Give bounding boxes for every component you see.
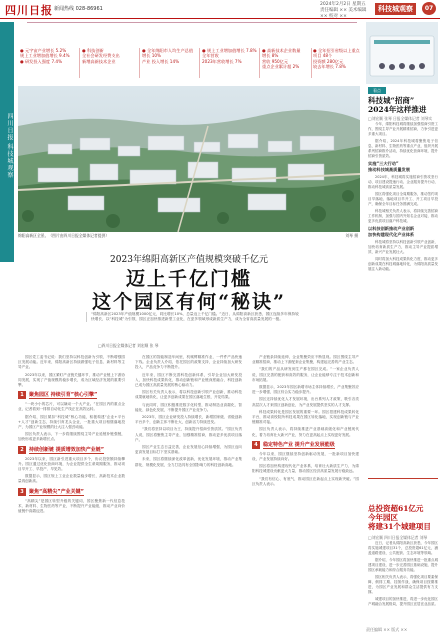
paragraph: 在园区的智能制造车间里，机械臂精准作业，一件件产品快速下线。企业负责人介绍，依托园区的政策支持，企业持续加大研发投入，产品竞争力不断提升。: [135, 355, 242, 370]
sidebar-photo: [366, 22, 438, 84]
sidebar-title-1: 科技城“招商” 2024年这样推进: [368, 96, 427, 114]
paragraph: 数据显示，2023年园区新增市场主体持续增长，产业集聚效应进一步增强，园区综合实力稳步提升。: [252, 385, 359, 395]
stat-box: [20, 48, 82, 80]
sidebar-subheading: 以科技创新推动产业创新 加快构建现代化产业体系: [368, 226, 415, 237]
stat-separator: [311, 48, 312, 78]
stat-line: 2023年营收增长 7%: [202, 58, 242, 64]
paragraph: 同时将加大科技成果转化力度，推动更多创新成果在科技城落地转化，为绵阳高质量发展注入新动能。: [368, 257, 438, 271]
stat-line: ● 元宇宙产业增长 5.2%: [20, 48, 67, 53]
subheading: [18, 488, 125, 496]
page-number: 07: [422, 2, 436, 15]
newspaper-logo: 四川日报: [5, 4, 53, 17]
stat-line: 重点企业累计超 2%: [262, 64, 300, 70]
paragraph: 近日，记者从绵阳高新区获悉，今年园区将实施城建项目31个，总投资超61亿元，涵盖道路建设、公共配套、生态环境等领域。: [368, 541, 438, 555]
header-date: [320, 2, 375, 20]
article-byline: □四川日报全媒体记者 刘宏顺 张 琴: [98, 343, 159, 348]
subheading-title: 聚焦园区 持续引育”核心引擎”: [29, 392, 98, 399]
paragraph: “高精尖”是园区转型升级的关键词，园区聚焦新一代信息技术、新材料、生物医药等产业，不断提升产业能级，推动产业向价值链中高端迈进。: [18, 498, 125, 514]
stat-line: 项目 48个: [313, 53, 333, 59]
paragraph: 园区党工委书记说：我们坚持以科技创新为引领，不断增强园区发展动能。近年来，绵阳高新区持续做强电子信息、新材料等主导产业。: [18, 355, 125, 370]
paragraph: 据介绍，2024年科技城将聚焦电子信息、新材料、生物医药等重点产业，组织开展系列招商推介活动，持续优化营商环境，提升招商引资质效。: [368, 139, 438, 158]
stat-box: [142, 48, 204, 80]
photo-caption: 绵阳高新区全景。（图片由四川日报全媒体记者提供）: [18, 233, 110, 238]
paragraph: 今年，绵阳科技城将继续加强招商引资工作，围绕主导产业开展精准招商，力争引进更多重大项目。: [368, 122, 438, 136]
stat-line: ● 规上工业增加值增长 7.8%: [202, 48, 257, 53]
sidebar-subheading: 实施“三大行动” 推动科技城高质量发展: [368, 161, 410, 172]
stat-line: 产业 投入增长 14%: [142, 58, 180, 64]
paragraph: “一块小小的芯片，可以撬动一个大产业。”在园区内的重点企业，记者看到一排排自动化生产线正在高效运转。: [18, 402, 125, 412]
sidebar-article-1: [368, 122, 438, 498]
paragraph: 2023年，园区企业研发投入持续增长，新增国家级、省级创新平台多个，创新主体不断壮大，创新活力持续迸发。: [135, 415, 242, 425]
paragraph: “我们有信心、有底气，推动园区在新起点上实现新突破。”园区负责人表示。: [252, 476, 359, 486]
paragraph: 园区负责人表示，将持续推进产业基础高级化和产业链现代化，着力培育壮大新兴产业，努力在更高起点上实现更好发展。: [252, 427, 359, 437]
editor-info: 责任编辑 ×× 美术编辑 ×× 校对 ××: [320, 8, 367, 19]
side-strip: 四川日报 科技城观察: [0, 22, 14, 262]
subheading: [18, 446, 125, 454]
sidebar-badge: 看点: [368, 87, 386, 94]
paragraph: “我们将坚持以项目为王，持续提升招商引资质效。”园区负责人说，园区将聚焦主导产业，加强精准招商，推动更多优质项目落户。: [135, 427, 242, 442]
sidebar-divider: [368, 478, 438, 479]
stat-line: ● 全年绵阳市人均生产总值: [142, 48, 194, 53]
stat-line: ● 高新技术企业数量: [262, 48, 301, 53]
stats-divider: [27, 22, 357, 33]
subheading-title: 聚焦“高精尖”产业关键”: [29, 488, 84, 495]
stat-separator: [79, 48, 80, 78]
paragraph: 未来，园区将继续深化改革创新，优化发展环境，推动产业集群化、规模化发展，全力打造具有全国影响力的科技创新高地。: [135, 457, 242, 467]
sidebar-article-2: [368, 541, 438, 625]
stat-line: 增长 10%: [142, 53, 162, 59]
paragraph: 与此同时，园区积极推进数字化转型，推动制造业高端化、智能化、绿色化发展，不断提升园区产业竞争力。: [135, 402, 242, 412]
paragraph: 园区还持续优化人才发展环境，出台系列人才政策，吸引各类高层次人才来园区创新创业，为产业发展提供坚实的人才支撑。: [252, 397, 359, 407]
paragraph: 据介绍，今年园区将加快推进一批重点城建项目建设，进一步完善园区基础设施，提升园区承载能力和综合服务功能。: [368, 558, 438, 572]
paragraph: 数据显示，园区规上工业企业数量稳步增长，高新技术企业数量再创新高。: [18, 474, 125, 484]
issue-date: 2024年2月2日 星期五: [320, 2, 366, 7]
headline-line-2: 这个园区有何“秘诀”: [92, 291, 286, 313]
headline-kicker: 2023年绵阳高新区产值规模突破千亿元: [110, 255, 268, 265]
subheading-number: 2: [18, 446, 26, 454]
paragraph: 园区负责人表示，下一步将继续围绕主导产业延链补链强链，加快形成更多新增长点。: [18, 432, 125, 442]
stat-box: [202, 48, 264, 80]
paragraph: 园区将强化项目全周期服务，推动签约项目早落地、落地项目早开工、开工项目早投产，确保全年目标任务圆满完成。: [368, 192, 438, 206]
stat-line: 规上工业增加值增长 9.4%: [20, 53, 70, 59]
stat-line: 全年营收: [202, 53, 219, 59]
paragraph: 科技成果转化是园区发展的重要一环。园区搭建科技成果转化平台，推动高校院所科技成果在园区转化落地，实现创新链与产业链精准对接。: [252, 409, 359, 425]
photo-credit: 刘琴 摄: [345, 233, 358, 238]
subheading-title: 持续创新链 提质增效加快产业链”: [29, 446, 105, 453]
paragraph: 园区产业生态日益完善，企业发展信心持续增强，为园区迈向更高发展目标打下坚实基础。: [135, 445, 242, 455]
sidebar-title-2: 总投资超61亿元 今年园区 将建31个城建项目: [368, 504, 431, 531]
subheading-number: 4: [252, 441, 260, 449]
stat-box: [262, 48, 310, 80]
article-column-3: [252, 355, 359, 630]
paragraph: 科技城相关负责人表示，将持续完善招商工作机制，加强与国内外知名企业对接，推动更多优质项目落户科技城。: [368, 209, 438, 223]
stat-separator: [139, 48, 140, 78]
paragraph: 近年来，园区不断完善科技创新体系，引导企业加大研发投入，加快科技成果转化，推动创新链和产业链深度融合，科技创新已成为园区高质量发展的核心驱动力。: [135, 372, 242, 388]
stat-line: ● 全年招引省级以上重点: [313, 48, 360, 53]
right-sidebar: [366, 22, 438, 634]
paragraph: 2023年以来，园区紧盯产业链关键环节，推动产业链上下游协同发展，实现了产值规模的稳步增长，成为区域经济发展的重要引擎。: [18, 372, 125, 388]
paragraph: 园区相关负责人表示，将强化项目要素保障，倒排工期、挂图作战，确保项目按期推进，为园区产业发展和群众生活提供有力支撑。: [368, 575, 438, 594]
headline-line-1: 迈上千亿门槛: [125, 268, 252, 290]
paragraph: “我们的产品从研发到生产都在园区完成。”一家企业负责人说，园区完善的配套和高效的服务，让企业能够专注于技术创新和市场拓展。: [252, 367, 359, 382]
stat-separator: [199, 48, 200, 78]
subheading-number: 3: [18, 488, 26, 496]
sidebar-byline-1: □刘宏顺 张琴 日报全媒体记者 刘琴实: [368, 116, 433, 121]
paragraph: 今年以来，园区继续坚持创新驱动发展，一批新项目加快建设，产业发展持续向好。: [252, 451, 359, 462]
sidebar-byline-2: □刘宏顺 四川日报全媒体记者 刘琴: [368, 535, 428, 540]
subheading: [252, 441, 359, 449]
stat-line: 增长 8%: [262, 53, 279, 59]
paragraph: 城建项目的加快推进，将进一步优化园区产城融合发展格局，提升园区宜居宜业品质。: [368, 597, 438, 606]
paragraph: 产业链条持续延伸，企业集聚效应不断显现。园区围绕主导产业精准招商，推动上下游配套企业集聚，构建起完善的产业生态。: [252, 355, 359, 365]
stat-box: [313, 48, 363, 80]
article-column-1: [18, 355, 125, 630]
stat-line: 全社会研发经费支出: [82, 53, 120, 59]
subheading-number: 1: [18, 391, 26, 399]
subheading: [18, 391, 125, 399]
page-footer: 责任编辑 ×× 版式 ××: [366, 627, 408, 632]
stat-box: [82, 48, 144, 80]
section-title: 科技城观察: [375, 3, 416, 15]
paragraph: 园区将加快构建现代化产业体系，培育壮大新质生产力，为绵阳科技城建设贡献更大力量，推动园区经济高质量发展行稳致远。: [252, 464, 359, 474]
stat-line: ● 研发投入强度 7.4%: [20, 58, 63, 64]
stat-line: 营收 950亿元: [262, 58, 289, 64]
paragraph: 据介绍，园区紧扣“科技城”核心功能，积极构建“企业+平台+人才”创新生态，持续引育龙头企业，一批重大项目相继落地投产，为园区产业规模的壮大注入强劲动能。: [18, 414, 125, 430]
article-lead: “绵阳高新区2023年产值规模1000亿元，同比增长10%，总量迈上千亿门槛。”近日，从绵阳高新区获悉，园区连续多年保持较快增长，以“科技城”为引领，园区正加快推进新型工业化，在更多领域形成新质生产力，成为全省高质量发展的一极。: [86, 312, 301, 322]
paragraph: 科技城将坚持以科技创新引领产业创新，加快培育新质生产力，推动主导产业提质增效、新兴产业发展壮大。: [368, 240, 438, 254]
stat-separator: [259, 48, 260, 78]
paragraph: 园区有关负责人表示，将以科技创新引领产业创新，推动科技成果就地转化，让更多创新成果在园区落地生根、开花结果。: [135, 390, 242, 400]
stat-line: ● 科技创新: [82, 48, 104, 53]
stat-line: 较去年增长 7.8%: [313, 64, 346, 70]
article-column-2: [135, 355, 242, 630]
aerial-park-photo: [18, 86, 360, 232]
stat-line: 投资额 280亿元: [313, 58, 344, 64]
news-hotline: 新闻热线 028-86961: [54, 6, 103, 12]
paragraph: 2023年以来，园区新引进重大项目多个，协议投资额持续攀升。园区通过优化营商环境，为企业提供全生命周期服务，推动项目早开工、早投产、早见效。: [18, 456, 125, 472]
stat-line: 新增高新技术企业: [82, 58, 116, 64]
subheading-title: 稳定特色产业 提升产业发展能级: [263, 441, 335, 448]
paragraph: 2024年，科技城将实施招商引资攻坚行动、项目建设提速行动、企业服务提升行动，推动科技城高质量发展。: [368, 175, 438, 189]
